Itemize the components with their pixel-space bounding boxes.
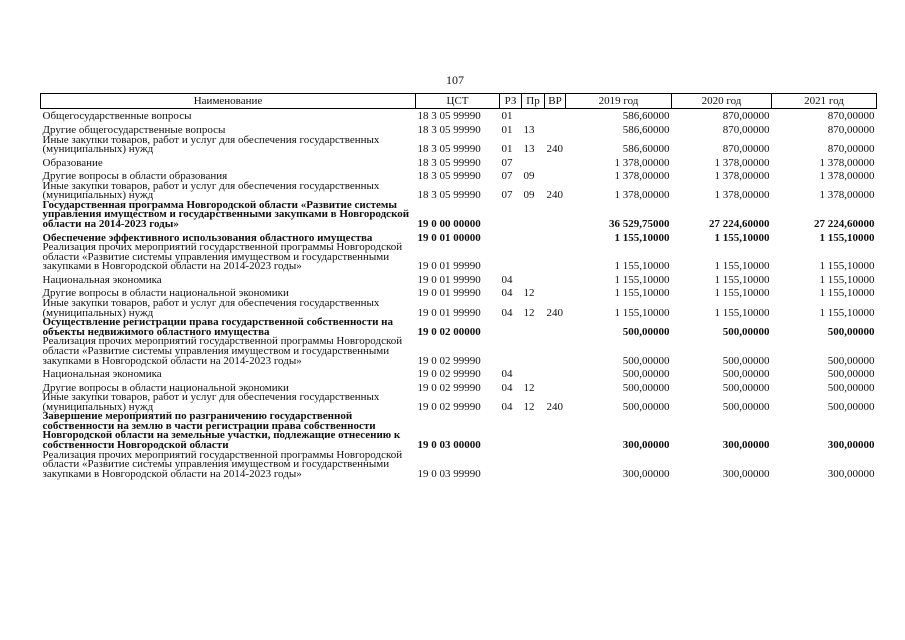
row-cst: 19 0 00 00000 bbox=[417, 218, 481, 231]
row-value-2019: 500,00000 bbox=[622, 381, 670, 394]
row-value-2019: 300,00000 bbox=[622, 467, 670, 480]
row-rz: 01 bbox=[501, 143, 513, 156]
row-pr: 12 bbox=[523, 306, 535, 319]
row-vr: 240 bbox=[546, 189, 563, 202]
row-vr bbox=[545, 412, 566, 450]
row-value-2020: 1 155,10000 bbox=[714, 231, 770, 244]
row-vr: 240 bbox=[546, 143, 563, 156]
row-vr bbox=[545, 201, 566, 230]
row-pr: 12 bbox=[523, 381, 535, 394]
row-name: Иные закупки товаров, работ и услуг для обеспечения государственных (муниципальных) нужд bbox=[42, 391, 380, 413]
row-name: Национальная экономика bbox=[42, 273, 162, 286]
table-row bbox=[41, 451, 877, 480]
row-rz bbox=[500, 201, 522, 230]
row-vr: 240 bbox=[546, 306, 563, 319]
row-rz bbox=[500, 318, 522, 337]
row-rz: 04 bbox=[501, 287, 513, 300]
row-pr bbox=[522, 201, 545, 230]
row-value-2021: 1 378,00000 bbox=[819, 189, 875, 202]
row-value-2021: 27 224,60000 bbox=[814, 218, 875, 231]
row-cst: 19 0 01 99990 bbox=[417, 260, 481, 273]
row-value-2020: 500,00000 bbox=[722, 325, 770, 338]
row-pr: 09 bbox=[523, 170, 535, 183]
row-value-2020: 27 224,60000 bbox=[709, 218, 770, 231]
row-value-2019: 1 378,00000 bbox=[614, 189, 670, 202]
row-value-2021: 870,00000 bbox=[827, 143, 875, 156]
row-cst: 19 0 03 00000 bbox=[417, 439, 481, 452]
row-value-2020: 500,00000 bbox=[722, 354, 770, 367]
row-vr bbox=[545, 230, 566, 244]
row-value-2019: 1 155,10000 bbox=[614, 260, 670, 273]
row-pr bbox=[522, 230, 545, 244]
row-cst: 19 0 02 99990 bbox=[417, 400, 481, 413]
row-rz: 07 bbox=[501, 156, 513, 169]
header-vr: ВР bbox=[545, 94, 566, 109]
row-value-2019: 500,00000 bbox=[622, 368, 670, 380]
row-value-2021: 300,00000 bbox=[827, 467, 875, 480]
row-pr: 12 bbox=[523, 400, 535, 413]
row-value-2019: 36 529,75000 bbox=[609, 218, 670, 231]
row-cst: 18 3 05 99990 bbox=[417, 143, 481, 156]
row-cst: 18 3 05 99990 bbox=[417, 170, 481, 183]
table-row bbox=[41, 337, 877, 366]
row-pr bbox=[522, 155, 545, 169]
row-value-2019: 1 155,10000 bbox=[614, 306, 670, 319]
row-value-2020: 1 378,00000 bbox=[714, 189, 770, 202]
row-value-2019: 500,00000 bbox=[622, 325, 670, 338]
table-row bbox=[41, 366, 877, 380]
table-row bbox=[41, 182, 877, 201]
row-vr bbox=[545, 380, 566, 394]
row-name: Другие общегосударственные вопросы bbox=[42, 123, 226, 136]
header-name: Наименование bbox=[41, 94, 416, 109]
row-value-2021: 500,00000 bbox=[827, 368, 875, 380]
row-pr bbox=[522, 451, 545, 480]
row-value-2019: 586,60000 bbox=[622, 110, 670, 123]
table-row bbox=[41, 155, 877, 169]
row-value-2021: 870,00000 bbox=[827, 110, 875, 123]
row-value-2021: 500,00000 bbox=[827, 381, 875, 394]
row-cst: 19 0 02 99990 bbox=[417, 368, 481, 380]
row-pr bbox=[522, 272, 545, 286]
header-2019: 2019 год bbox=[566, 94, 672, 109]
header-rz: РЗ bbox=[500, 94, 522, 109]
row-name: Иные закупки товаров, работ и услуг для обеспечения государственных (муниципальных) нужд bbox=[42, 179, 380, 202]
row-value-2021: 1 155,10000 bbox=[819, 260, 875, 273]
row-value-2020: 300,00000 bbox=[722, 467, 770, 480]
row-value-2020: 1 155,10000 bbox=[714, 273, 770, 286]
row-pr: 09 bbox=[523, 189, 535, 202]
row-cst: 18 3 05 99990 bbox=[417, 189, 481, 202]
row-vr bbox=[545, 337, 566, 366]
row-rz: 04 bbox=[501, 273, 513, 286]
row-name: Государственная программа Новгородской области «Развитие системы управления имуществом и государственными закупками в Новгородской области на 2014-2023 годы» bbox=[42, 198, 410, 231]
row-name: Обеспечение эффективного использования областного имущества bbox=[42, 231, 373, 244]
row-vr bbox=[545, 451, 566, 480]
row-vr bbox=[545, 366, 566, 380]
row-name: Другие вопросы в области национальной экономики bbox=[42, 381, 289, 394]
row-value-2020: 1 378,00000 bbox=[714, 170, 770, 183]
row-cst: 19 0 01 99990 bbox=[417, 306, 481, 319]
row-cst: 18 3 05 99990 bbox=[417, 110, 481, 123]
row-name: Реализация прочих мероприятий государственной программы Новгородской области «Развитие системы управления имуществом и государственными закупками в Новгородской области на 2014-2023 годы» bbox=[42, 335, 403, 367]
row-rz: 01 bbox=[501, 123, 513, 136]
header-2021: 2021 год bbox=[772, 94, 877, 109]
row-cst: 19 0 02 99990 bbox=[417, 381, 481, 394]
row-rz bbox=[500, 451, 522, 480]
budget-table bbox=[40, 93, 877, 479]
row-name: Осуществление регистрации права государственной собственности на объекты недвижимого областного имущества bbox=[42, 316, 394, 338]
row-value-2019: 586,60000 bbox=[622, 123, 670, 136]
row-value-2020: 500,00000 bbox=[722, 400, 770, 413]
header-pr: Пр bbox=[522, 94, 545, 109]
row-vr: 240 bbox=[546, 400, 563, 413]
row-pr bbox=[522, 366, 545, 380]
row-value-2019: 1 378,00000 bbox=[614, 170, 670, 183]
row-cst: 18 3 05 99990 bbox=[417, 123, 481, 136]
row-rz: 01 bbox=[501, 110, 513, 123]
row-value-2020: 1 155,10000 bbox=[714, 287, 770, 300]
row-value-2020: 870,00000 bbox=[722, 123, 770, 136]
table-row bbox=[41, 243, 877, 272]
row-value-2021: 870,00000 bbox=[827, 123, 875, 136]
table-body bbox=[41, 109, 877, 480]
row-name: Национальная экономика bbox=[42, 368, 162, 380]
row-cst: 19 0 01 99990 bbox=[417, 287, 481, 300]
row-name: Иные закупки товаров, работ и услуг для обеспечения государственных (муниципальных) нужд bbox=[42, 133, 380, 156]
row-pr bbox=[522, 243, 545, 272]
row-value-2020: 500,00000 bbox=[722, 381, 770, 394]
table-row bbox=[41, 412, 877, 450]
row-cst: 19 0 03 99990 bbox=[417, 467, 481, 480]
row-value-2020: 1 155,10000 bbox=[714, 306, 770, 319]
row-pr bbox=[522, 318, 545, 337]
row-value-2021: 1 378,00000 bbox=[819, 156, 875, 169]
row-value-2020: 500,00000 bbox=[722, 368, 770, 380]
row-vr bbox=[545, 285, 566, 299]
row-value-2021: 500,00000 bbox=[827, 400, 875, 413]
row-name: Другие вопросы в области образования bbox=[42, 170, 228, 183]
row-rz: 04 bbox=[501, 306, 513, 319]
row-cst: 19 0 01 99990 bbox=[417, 273, 481, 286]
row-value-2020: 300,00000 bbox=[722, 439, 770, 452]
row-name: Иные закупки товаров, работ и услуг для обеспечения государственных (муниципальных) нужд bbox=[42, 296, 380, 319]
header-cst: ЦСТ bbox=[416, 94, 500, 109]
row-pr bbox=[522, 109, 545, 123]
row-value-2021: 1 155,10000 bbox=[819, 231, 875, 244]
row-value-2020: 1 378,00000 bbox=[714, 156, 770, 169]
row-vr bbox=[545, 122, 566, 136]
page-number: 107 bbox=[446, 73, 464, 87]
row-name: Другие вопросы в области национальной экономики bbox=[42, 287, 289, 300]
table-row bbox=[41, 201, 877, 230]
row-value-2019: 500,00000 bbox=[622, 354, 670, 367]
row-value-2019: 1 155,10000 bbox=[614, 231, 670, 244]
row-value-2019: 300,00000 bbox=[622, 439, 670, 452]
row-name: Завершение мероприятий по разграничению государственной собственности на землю в части регистрации права собственности Новгородской области на земельные участки, подлежащие отнесению к собственности Новгородской области bbox=[42, 410, 401, 452]
table-row bbox=[41, 109, 877, 123]
table-row bbox=[41, 272, 877, 286]
row-name: Общегосударственные вопросы bbox=[42, 110, 192, 123]
row-rz: 07 bbox=[501, 170, 513, 183]
row-value-2021: 500,00000 bbox=[827, 325, 875, 338]
row-value-2019: 1 155,10000 bbox=[614, 287, 670, 300]
row-value-2021: 1 155,10000 bbox=[819, 273, 875, 286]
table-header-row bbox=[41, 94, 877, 109]
row-value-2019: 1 378,00000 bbox=[614, 156, 670, 169]
row-rz bbox=[500, 337, 522, 366]
row-value-2021: 1 155,10000 bbox=[819, 287, 875, 300]
row-cst: 18 3 05 99990 bbox=[417, 156, 481, 169]
row-value-2019: 586,60000 bbox=[622, 143, 670, 156]
row-rz bbox=[500, 412, 522, 450]
row-pr: 12 bbox=[523, 287, 535, 300]
row-value-2019: 1 155,10000 bbox=[614, 273, 670, 286]
row-vr bbox=[545, 155, 566, 169]
row-cst: 19 0 02 00000 bbox=[417, 325, 481, 338]
row-rz bbox=[500, 243, 522, 272]
row-pr: 13 bbox=[523, 143, 535, 156]
row-value-2021: 1 155,10000 bbox=[819, 306, 875, 319]
row-value-2021: 300,00000 bbox=[827, 439, 875, 452]
row-value-2019: 500,00000 bbox=[622, 400, 670, 413]
row-rz: 04 bbox=[501, 368, 513, 380]
row-name: Образование bbox=[42, 156, 103, 169]
row-rz bbox=[500, 230, 522, 244]
row-name: Реализация прочих мероприятий государственной программы Новгородской области «Развитие системы управления имуществом и государственными закупками в Новгородской области на 2014-2023 годы» bbox=[42, 241, 403, 273]
row-pr bbox=[522, 337, 545, 366]
row-rz: 04 bbox=[501, 381, 513, 394]
row-value-2020: 870,00000 bbox=[722, 143, 770, 156]
row-pr: 13 bbox=[523, 123, 535, 136]
row-rz: 07 bbox=[501, 189, 513, 202]
row-value-2020: 1 155,10000 bbox=[714, 260, 770, 273]
table-row bbox=[41, 136, 877, 155]
header-2020: 2020 год bbox=[672, 94, 772, 109]
row-cst: 19 0 01 00000 bbox=[417, 231, 481, 244]
row-name: Реализация прочих мероприятий государственной программы Новгородской области «Развитие системы управления имуществом и государственными закупками в Новгородской области на 2014-2023 годы» bbox=[42, 448, 403, 480]
row-cst: 19 0 02 99990 bbox=[417, 354, 481, 367]
row-value-2021: 1 378,00000 bbox=[819, 170, 875, 183]
row-rz: 04 bbox=[501, 400, 513, 413]
row-value-2021: 500,00000 bbox=[827, 354, 875, 367]
row-vr bbox=[545, 318, 566, 337]
row-vr bbox=[545, 168, 566, 182]
row-pr bbox=[522, 412, 545, 450]
row-vr bbox=[545, 272, 566, 286]
row-value-2020: 870,00000 bbox=[722, 110, 770, 123]
row-vr bbox=[545, 243, 566, 272]
row-vr bbox=[545, 109, 566, 123]
